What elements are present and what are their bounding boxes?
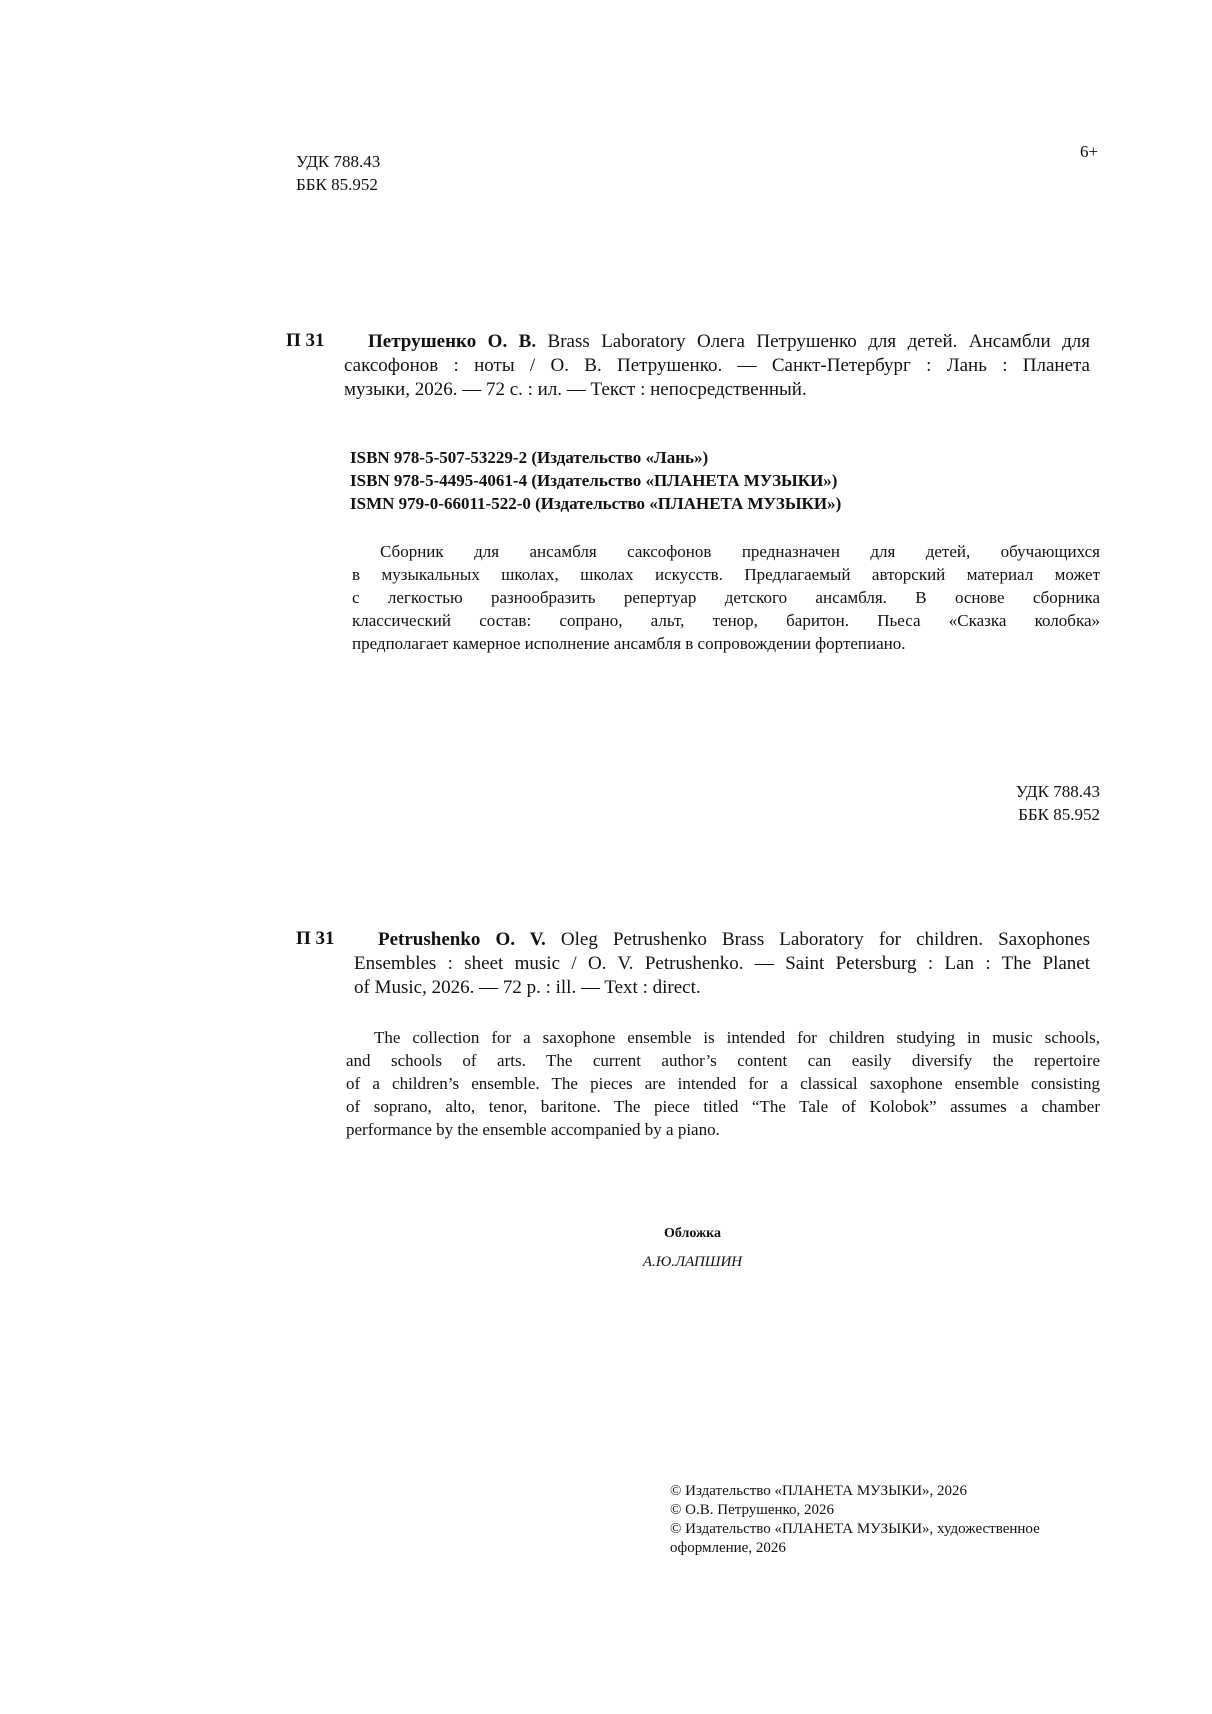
en-title-start: Oleg Petrushenko Brass Laboratory for children. Saxophones (560, 929, 1091, 950)
ru-author-name: Петрушенко О. В. (368, 331, 537, 352)
bbk-code: ББК 85.952 (296, 175, 378, 194)
classification-bottom (1000, 780, 1100, 826)
udk-code: УДК 788.43 (1015, 782, 1100, 801)
ru-abstract-line: классический состав: сопрано, альт, тенор, баритон. Пьеса «Сказка колобка» (352, 611, 1100, 630)
identifiers-block (350, 446, 841, 515)
ru-entry-line-2: саксофонов : ноты / О. В. Петрушенко. — Санкт-Петербург : Лань : Планета (344, 355, 1090, 376)
copyright-line: © Издательство «ПЛАНЕТА МУЗЫКИ», 2026 (670, 1483, 968, 1499)
cover-designer: А.Ю.ЛАПШИН (642, 1254, 743, 1270)
en-abstract-line: The collection for a saxophone ensemble is intended for children studying in music schools, (374, 1028, 1100, 1047)
ismn-planeta: ISMN 979-0-66011-522-0 (Издательство «ПЛАНЕТА МУЗЫКИ») (350, 494, 842, 513)
ru-abstract-line: Сборник для ансамбля саксофонов предназначен для детей, обучающихся (380, 542, 1100, 561)
en-abstract-line: of soprano, alto, tenor, baritone. The piece titled “The Tale of Kolobok” assumes a chamber (346, 1097, 1100, 1116)
cover-label: Обложка (663, 1226, 722, 1241)
copyright-line: оформление, 2026 (670, 1540, 786, 1556)
udk-code: УДК 788.43 (296, 152, 381, 171)
en-entry-line-1 (378, 928, 1090, 952)
en-abstract (346, 1026, 1100, 1141)
isbn-lan: ISBN 978-5-507-53229-2 (Издательство «Лань») (350, 448, 709, 467)
copyright-line: © О.В. Петрушенко, 2026 (670, 1502, 835, 1518)
en-author-mark: П 31 (296, 928, 335, 949)
ru-bibliographic-entry (344, 330, 1091, 402)
en-abstract-line: and schools of arts. The current author’s content can easily diversify the repertoire (346, 1051, 1100, 1070)
copyright-line: © Издательство «ПЛАНЕТА МУЗЫКИ», художественное (670, 1521, 1040, 1537)
isbn-planeta: ISBN 978-5-4495-4061-4 (Издательство «ПЛАНЕТА МУЗЫКИ») (350, 471, 838, 490)
ru-abstract-line: предполагает камерное исполнение ансамбля в сопровождении фортепиано. (352, 634, 906, 653)
en-abstract-line: performance by the ensemble accompanied by a piano. (346, 1120, 720, 1139)
en-entry-line-2: Ensembles : sheet music / O. V. Petrushenko. — Saint Petersburg : Lan : The Planet (354, 953, 1090, 974)
ru-entry-line-1 (368, 330, 1090, 354)
en-entry-line-3: of Music, 2026. — 72 p. : ill. — Text : direct. (354, 977, 701, 998)
ru-abstract-line: с легкостью разнообразить репертуар детского ансамбля. В основе сборника (352, 588, 1100, 607)
ru-author-mark: П 31 (286, 330, 325, 351)
classification-top (296, 150, 380, 196)
en-abstract-line: of a children’s ensemble. The pieces are intended for a classical saxophone ensemble consisting (346, 1074, 1100, 1093)
age-rating: 6+ (1080, 142, 1099, 161)
ru-abstract (352, 540, 1100, 655)
en-author-name: Petrushenko O. V. (378, 929, 546, 950)
ru-title-start: Brass Laboratory Олега Петрушенко для детей. Ансамбли для (547, 331, 1091, 352)
bbk-code: ББК 85.952 (1018, 805, 1100, 824)
en-bibliographic-entry (354, 928, 1091, 1000)
copyright-block (670, 1482, 1100, 1558)
ru-abstract-line: в музыкальных школах, школах искусств. Предлагаемый авторский материал может (352, 565, 1100, 584)
ru-entry-line-3: музыки, 2026. — 72 с. : ил. — Текст : непосредственный. (344, 379, 807, 400)
